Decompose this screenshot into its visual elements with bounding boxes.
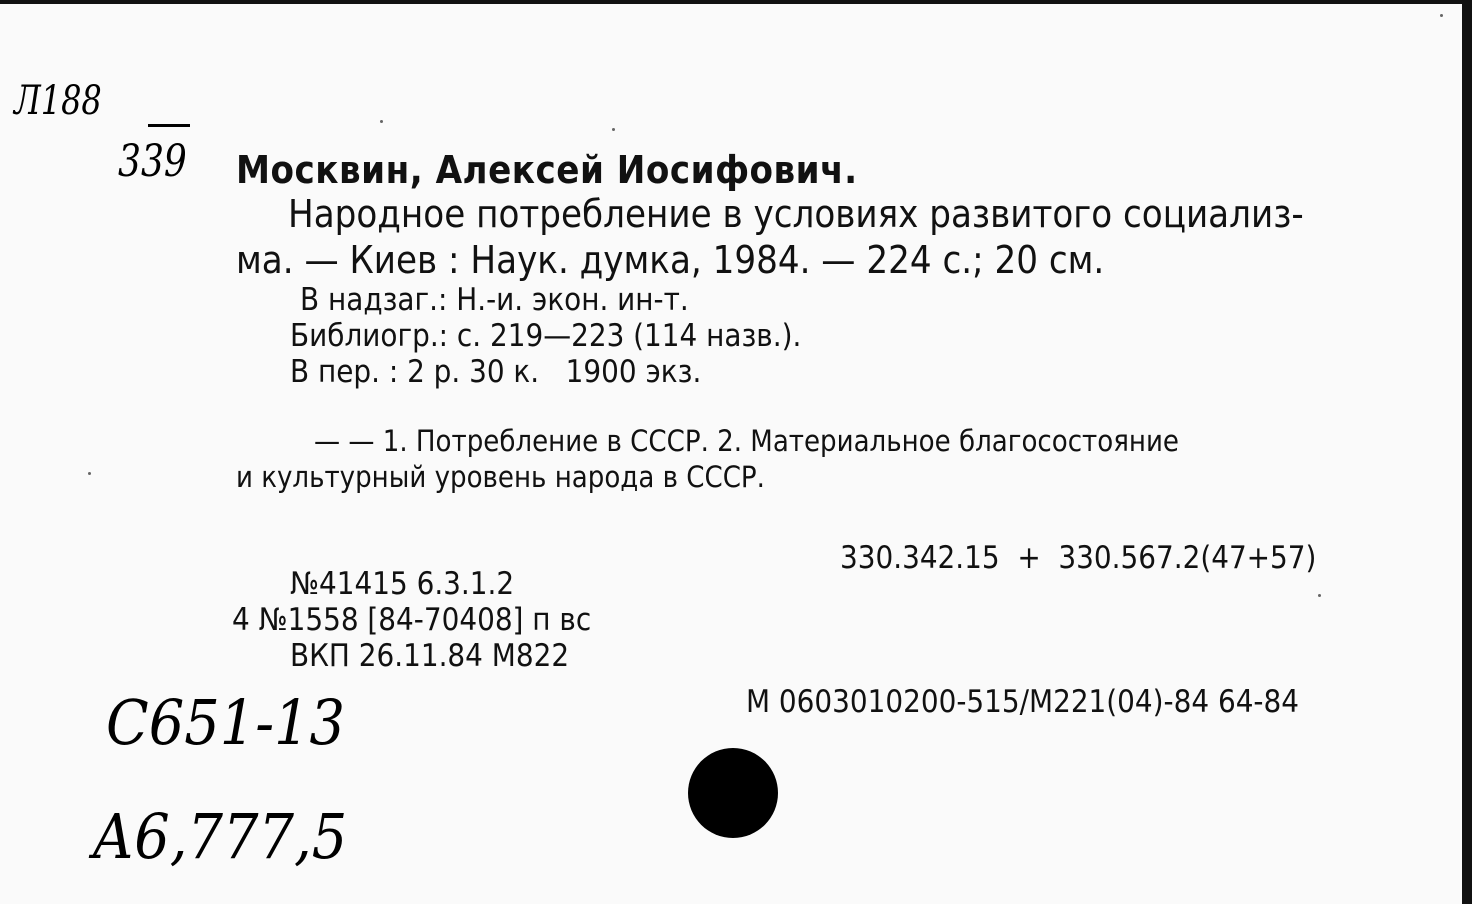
note-line-1: В надзаг.: Н.-и. экон. ин-т. — [300, 282, 689, 318]
handwritten-note-1: С651-13 — [106, 686, 346, 759]
scan-speck — [1318, 594, 1321, 597]
scan-speck — [1440, 14, 1443, 17]
card-right-edge — [1462, 0, 1472, 904]
shelfmark-divider — [148, 124, 190, 127]
scan-speck — [380, 120, 383, 123]
shelfmark-bottom: 339 — [118, 136, 187, 187]
punch-hole — [688, 748, 778, 838]
index-code: М 0603010200-515/М221(04)-84 64-84 — [746, 684, 1299, 720]
card-top-edge — [0, 0, 1472, 4]
author-heading: Москвин, Алексей Иосифович. — [236, 148, 858, 192]
record-line-2: 4 №1558 [84-70408] п вс — [232, 602, 592, 638]
handwritten-note-2: А6,777,5 — [92, 800, 348, 873]
scan-speck — [612, 128, 615, 131]
shelfmark-top: Л188 — [14, 78, 102, 124]
note-line-2: Библиогр.: с. 219—223 (114 назв.). — [290, 318, 802, 354]
subjects-line-1: — — 1. Потребление в СССР. 2. Материальное благосостояние — [314, 424, 1179, 458]
record-line-1: №41415 6.3.1.2 — [290, 566, 515, 602]
note-line-3: В пер. : 2 р. 30 к. 1900 экз. — [290, 354, 702, 390]
title-line-1: Народное потребление в условиях развитого социализ- — [288, 192, 1304, 236]
record-line-3: ВКП 26.11.84 М822 — [290, 638, 570, 674]
subjects-line-2: и культурный уровень народа в СССР. — [236, 460, 765, 494]
scan-speck — [88, 472, 91, 475]
udc-classification: 330.342.15 + 330.567.2(47+57) — [840, 540, 1317, 576]
title-line-2: ма. — Киев : Наук. думка, 1984. — 224 с.; 20 см. — [236, 238, 1105, 282]
